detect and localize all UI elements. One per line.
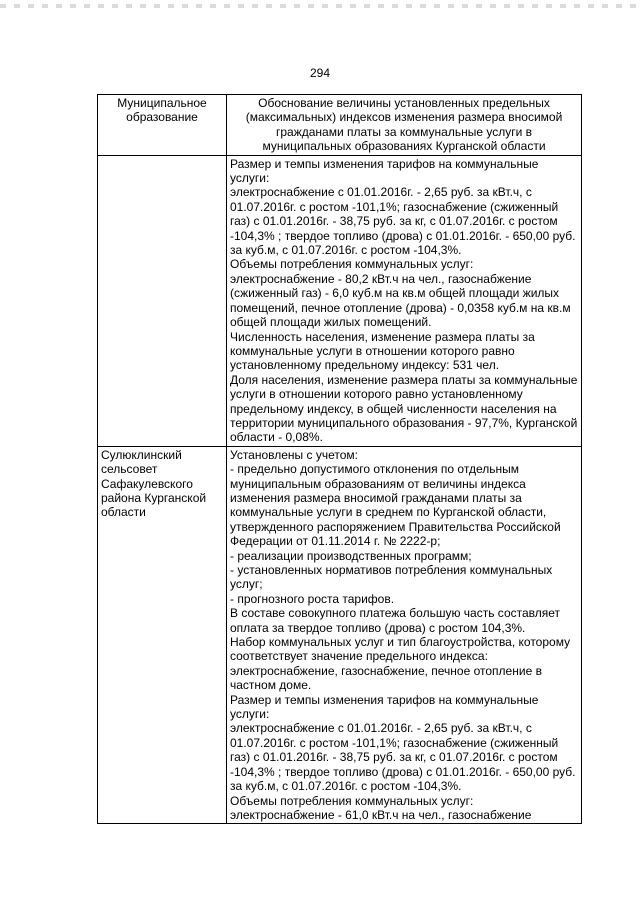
municipality-cell <box>98 155 227 446</box>
paragraph: электроснабжение с 01.01.2016г. - 2,65 руб. за кВт.ч, с 01.07.2016г. с ростом -101,1%; газоснабжение (сжиженный газ) с 01.01.2016г. - 38,75 руб. за кг, с 01.07.2016г. с ростом -104,3% ; твердое топливо (дрова) с 01.01.2016г. - 650,00 руб. за куб.м, с 01.07.2016г. с ростом -104,3%. <box>230 185 576 258</box>
paragraph: электроснабжение - 61,0 кВт.ч на чел., газоснабжение <box>230 807 532 822</box>
paragraph: электроснабжение - 80,2 кВт.ч на чел., газоснабжение (сжиженный газ) - 6,0 куб.м на кв.м общей площади жилых помещений, печное отопление (дрова) - 0,0358 куб.м на кв.м общей площади жилых помещений. <box>230 271 571 330</box>
justification-cell <box>227 155 582 446</box>
paragraph: Установлены с учетом: <box>230 447 358 462</box>
justification-table <box>97 94 582 824</box>
table-row <box>98 155 582 446</box>
paragraph: - предельно допустимого отклонения по отдельным муниципальным образованиям от величины индекса изменения размера вносимой гражданами платы за коммунальные услуги в среднем по Курганской области, утвержденного распоряжением Правительства Российской Федерации от 01.11.2014 г. № 2222-р; <box>230 462 561 549</box>
paragraph: Объемы потребления коммунальных услуг: <box>230 793 474 808</box>
header-justification: Обоснование величины установленных предельных (максимальных) индексов изменения размера вносимой гражданами платы за коммунальные услуги в муниципальных образованиях Курганской области <box>227 95 582 156</box>
paragraph: - реализации производственных программ; <box>230 548 472 563</box>
paragraph: - прогнозного роста тарифов. <box>230 591 395 606</box>
paragraph: Набор коммунальных услуг и тип благоустройства, которому соответствует значение предельного индекса: электроснабжение, газоснабжение, печное отопление в частном доме. <box>230 635 571 693</box>
paragraph: Доля населения, изменение размера платы за коммунальные услуги в отношении которого равно установленному предельному индексу, в общей численности населения на территории муниципального образования - 97,7%, Курганской области - 0,08%. <box>230 372 578 445</box>
scan-top-marks <box>0 4 640 8</box>
table-header-row <box>98 95 582 156</box>
paragraph: В составе совокупного платежа большую часть составляет оплата за твердое топливо (дрова) с ростом 104,3%. <box>230 606 561 635</box>
municipality-cell: Сулюклинский сельсовет Сафакулевского района Курганской области <box>98 446 227 824</box>
paragraph: Размер и темпы изменения тарифов на коммунальные услуги: <box>230 692 539 722</box>
justification-cell <box>227 446 582 824</box>
paragraph: - установленных нормативов потребления коммунальных услуг; <box>230 563 553 592</box>
table-row <box>98 446 582 824</box>
paragraph: электроснабжение с 01.01.2016г. - 2,65 руб. за кВт.ч, с 01.07.2016г. с ростом -101,1%; газоснабжение (сжиженный газ) с 01.01.2016г. - 38,75 руб. за кг, с 01.07.2016г. с ростом -104,3% ; твердое топливо (дрова) с 01.01.2016г. - 650,00 руб. за куб.м, с 01.07.2016г. с ростом -104,3%. <box>230 721 576 794</box>
paragraph: Численность населения, изменение размера платы за коммунальные услуги в отношении которого равно установленному предельному индексу: 531 чел. <box>230 329 535 373</box>
header-municipality: Муниципальное образование <box>98 95 227 156</box>
paragraph: Размер и темпы изменения тарифов на коммунальные услуги: <box>230 156 539 186</box>
page-number: 294 <box>309 66 331 80</box>
paragraph: Объемы потребления коммунальных услуг: <box>230 257 474 272</box>
